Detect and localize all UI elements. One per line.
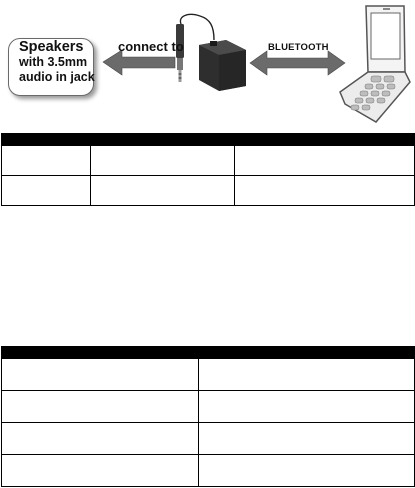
table-cell [2,359,199,391]
table-cell [2,423,199,455]
table-cell [91,146,235,176]
table-header-cell [235,134,415,146]
table-cell [235,146,415,176]
speakers-label-box [8,38,94,96]
spec-table-1 [1,133,415,206]
table-row [2,359,415,391]
table-cell [2,455,199,487]
connection-illustration [0,0,415,125]
speaker-box-line-1: Speakers [19,39,84,55]
table-header-row [2,347,415,359]
flip-phone-icon [340,6,410,122]
table-header-cell [2,134,91,146]
speaker-box-line-2: with 3.5mm [19,55,88,69]
table-cell [2,391,199,423]
table-cell [199,455,415,487]
bluetooth-receiver-device-icon [199,40,246,91]
spec-table-2 [1,346,415,487]
table-header-cell [91,134,235,146]
bluetooth-label: BLUETOOTH [268,42,329,53]
table-header-row [2,134,415,146]
table-row [2,455,415,487]
table-cell [2,176,91,206]
speaker-box-line-3: audio in jack [19,70,95,84]
table-cell [199,423,415,455]
table-row [2,391,415,423]
table-header-cell [199,347,415,359]
table-cell [235,176,415,206]
table-row [2,423,415,455]
table-cell [199,391,415,423]
table-header-cell [2,347,199,359]
table-cell [91,176,235,206]
connect-to-label: connect to [118,39,184,54]
table-cell [199,359,415,391]
table-row [2,176,415,206]
table-row [2,146,415,176]
double-arrow-icon [250,51,345,75]
table-cell [2,146,91,176]
